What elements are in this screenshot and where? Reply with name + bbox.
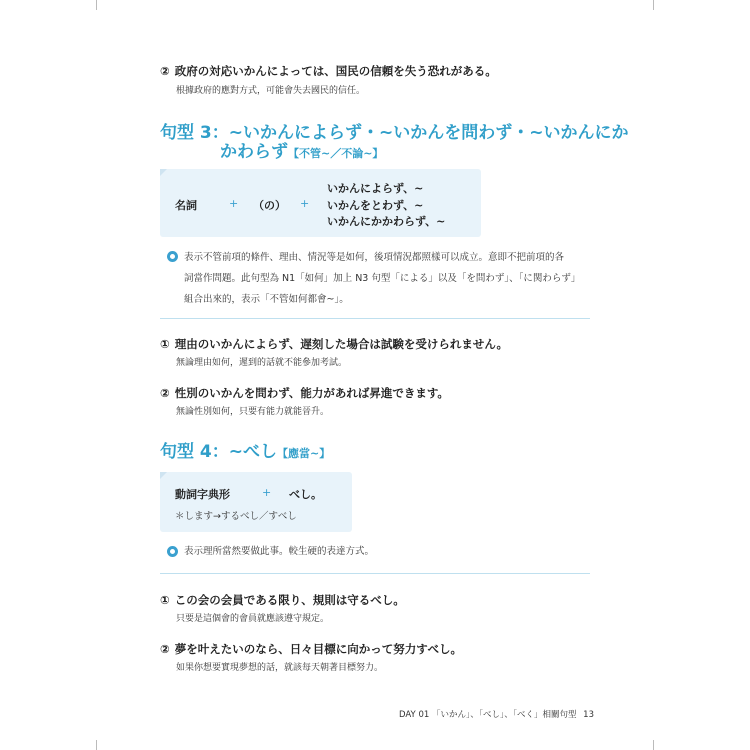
example-number: ② bbox=[160, 386, 170, 400]
example-translation: 根據政府的應對方式，可能會失去國民的信任。 bbox=[176, 86, 366, 96]
location-pin-icon bbox=[167, 251, 178, 262]
form-option: いかんによらず、~ bbox=[327, 182, 424, 195]
example-japanese: 政府の対応いかんによっては、国民の信頼を失う恐れがある。 bbox=[174, 64, 497, 78]
pattern-3-heading-cont bbox=[220, 137, 383, 162]
pattern-3-title-cont: かわらず bbox=[220, 142, 288, 162]
example-japanese: 性別のいかんを問わず、能力があれば昇進できます。 bbox=[174, 386, 449, 400]
example-number: ② bbox=[160, 64, 170, 78]
pattern-3-heading: 句型 3：~いかんによらず・~いかんを問わず・~いかんにか bbox=[160, 123, 629, 143]
crop-mark bbox=[653, 740, 654, 750]
plus-sign: + bbox=[229, 197, 239, 210]
example-japanese: 理由のいかんによらず、遅刻した場合は試験を受けられません。 bbox=[174, 337, 509, 351]
page-number: 13 bbox=[583, 710, 594, 720]
example-number: ① bbox=[160, 593, 170, 607]
pattern-4-heading bbox=[160, 437, 330, 462]
example-sentence bbox=[160, 592, 405, 608]
conjugation-remark: ＊します→するべし／すべし bbox=[175, 511, 297, 522]
example-japanese: 夢を叶えたいのなら、日々目標に向かって努力すべし。 bbox=[174, 642, 463, 656]
page-footer bbox=[399, 708, 594, 720]
crop-mark bbox=[96, 0, 97, 10]
form-option: いかんをとわず、~ bbox=[327, 199, 424, 212]
example-sentence bbox=[160, 63, 497, 79]
pattern-4-meaning: 【應當~】 bbox=[277, 447, 331, 460]
plus-sign: + bbox=[300, 197, 310, 210]
noun-label: 名詞 bbox=[175, 199, 197, 212]
form-option: いかんにかかわらず、~ bbox=[327, 215, 446, 228]
example-translation: 無論理由如何，遲到的話就不能參加考試。 bbox=[176, 358, 348, 368]
example-japanese: この会の会員である限り、規則は守るべし。 bbox=[174, 593, 405, 607]
form-option: べし。 bbox=[289, 488, 322, 501]
example-translation: 如果你想要實現夢想的話，就該每天朝著目標努力。 bbox=[176, 663, 384, 673]
pattern-3-meaning: 【不管~／不論~】 bbox=[288, 147, 384, 160]
crop-mark bbox=[96, 740, 97, 750]
note-line: 組合出來的，表示「不管如何都會~」。 bbox=[184, 294, 349, 305]
box-corner bbox=[160, 169, 167, 176]
location-pin-icon bbox=[167, 546, 178, 557]
example-number: ① bbox=[160, 337, 170, 351]
section-divider bbox=[160, 573, 590, 574]
example-number: ② bbox=[160, 642, 170, 656]
footer-text: DAY 01 「いかん」、「べし」、「べく」相關句型 bbox=[399, 710, 577, 720]
plus-sign: + bbox=[262, 486, 272, 499]
pattern-3-note bbox=[184, 247, 580, 310]
example-sentence bbox=[160, 385, 449, 401]
box-corner bbox=[160, 472, 167, 479]
note-line: 表示不管前項的條件、理由、情況等是如何，後項情況都照樣可以成立。意即不把前項的各 bbox=[184, 252, 565, 263]
note-line: 詞當作問題。此句型為 N1「如何」加上 N3 句型「による」以及「を問わず」、「に関わらず」 bbox=[184, 273, 581, 284]
example-sentence bbox=[160, 641, 462, 657]
pattern-4-title: 句型 4：~べし bbox=[160, 442, 277, 462]
verb-label: 動詞字典形 bbox=[175, 488, 230, 501]
crop-mark bbox=[653, 0, 654, 10]
example-translation: 無論性別如何，只要有能力就能晉升。 bbox=[176, 407, 330, 417]
example-translation: 只要是這個會的會員就應該遵守規定。 bbox=[176, 614, 330, 624]
example-sentence bbox=[160, 336, 508, 352]
pattern-4-formula-box bbox=[160, 472, 352, 532]
pattern-4-note: 表示理所當然要做此事。較生硬的表達方式。 bbox=[184, 546, 375, 557]
section-divider bbox=[160, 318, 590, 319]
no-particle: （の） bbox=[253, 199, 286, 212]
